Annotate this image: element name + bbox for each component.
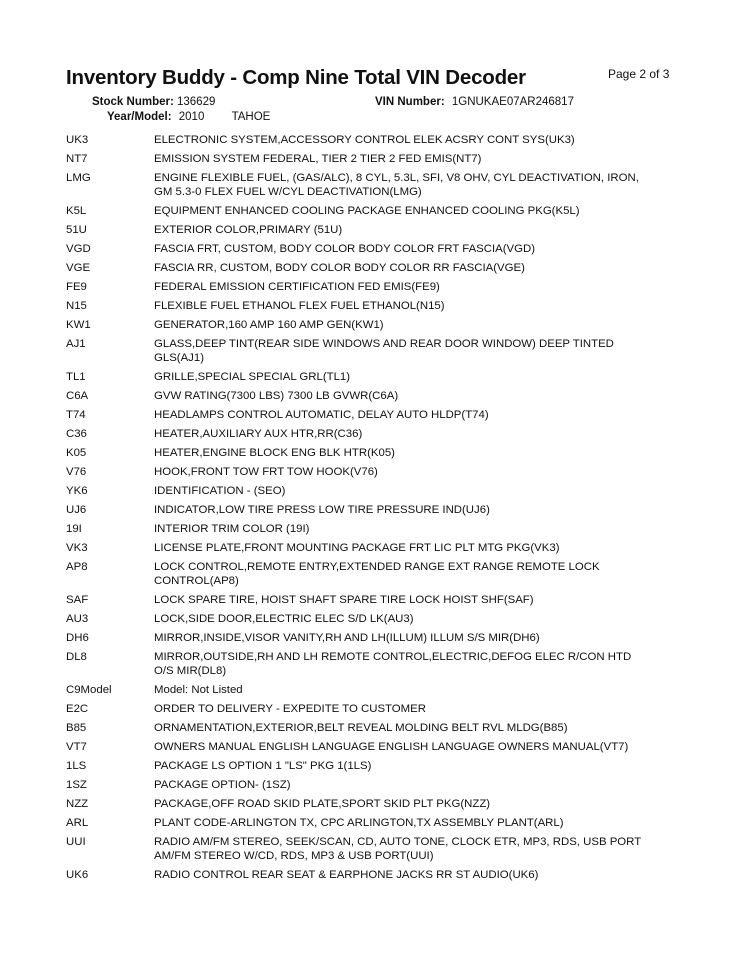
option-code: SAF bbox=[66, 594, 89, 606]
option-code: C36 bbox=[66, 428, 87, 440]
vin-number-value: 1GNUKAE07AR246817 bbox=[451, 96, 574, 108]
option-row bbox=[66, 318, 686, 332]
option-description: ENGINE FLEXIBLE FUEL, (GAS/ALC), 8 CYL, 5.3L, SFI, V8 OHV, CYL DEACTIVATION, IRON, GM 5.3-0 FLEX FUEL W/CYL DEACTIVATION(LMG) bbox=[154, 172, 639, 198]
option-description: EXTERIOR COLOR,PRIMARY (51U) bbox=[154, 224, 343, 236]
option-code: AP8 bbox=[66, 561, 88, 573]
page-title: Inventory Buddy - Comp Nine Total VIN Decoder bbox=[66, 66, 526, 89]
option-description: GVW RATING(7300 LBS) 7300 LB GVWR(C6A) bbox=[154, 390, 399, 402]
option-row bbox=[66, 650, 686, 678]
option-description: PACKAGE OPTION- (1SZ) bbox=[154, 779, 291, 791]
option-row bbox=[66, 702, 686, 716]
option-code: UJ6 bbox=[66, 504, 87, 516]
option-row bbox=[66, 133, 686, 147]
option-description: ELECTRONIC SYSTEM,ACCESSORY CONTROL ELEK ACSRY CONT SYS(UK3) bbox=[154, 134, 575, 146]
option-row bbox=[66, 816, 686, 830]
option-row bbox=[66, 370, 686, 384]
option-row bbox=[66, 593, 686, 607]
option-code: UUI bbox=[66, 836, 86, 848]
option-code: TL1 bbox=[66, 371, 86, 383]
option-row bbox=[66, 503, 686, 517]
option-description: HEADLAMPS CONTROL AUTOMATIC, DELAY AUTO HLDP(T74) bbox=[154, 409, 489, 421]
stock-number-label: Stock Number: bbox=[92, 96, 174, 108]
option-description: INTERIOR TRIM COLOR (19I) bbox=[154, 523, 310, 535]
option-row bbox=[66, 522, 686, 536]
option-description: FASCIA FRT, CUSTOM, BODY COLOR BODY COLOR FRT FASCIA(VGD) bbox=[154, 243, 536, 255]
option-code: N15 bbox=[66, 300, 87, 312]
option-code: C9Model bbox=[66, 684, 112, 696]
option-row bbox=[66, 560, 686, 588]
option-code: VK3 bbox=[66, 542, 88, 554]
vin-number bbox=[375, 96, 574, 108]
option-code: DL8 bbox=[66, 651, 87, 663]
option-code: VGE bbox=[66, 262, 91, 274]
option-row bbox=[66, 427, 686, 441]
option-row bbox=[66, 242, 686, 256]
option-description: IDENTIFICATION - (SEO) bbox=[154, 485, 286, 497]
option-description: GLASS,DEEP TINT(REAR SIDE WINDOWS AND REAR DOOR WINDOW) DEEP TINTED GLS(AJ1) bbox=[154, 338, 614, 364]
option-description: HOOK,FRONT TOW FRT TOW HOOK(V76) bbox=[154, 466, 378, 478]
option-code: DH6 bbox=[66, 632, 89, 644]
option-row bbox=[66, 223, 686, 237]
option-code: YK6 bbox=[66, 485, 88, 497]
option-row bbox=[66, 152, 686, 166]
option-description: LOCK CONTROL,REMOTE ENTRY,EXTENDED RANGE EXT RANGE REMOTE LOCK CONTROL(AP8) bbox=[154, 561, 600, 587]
stock-number-value: 136629 bbox=[177, 96, 216, 108]
option-description: LOCK,SIDE DOOR,ELECTRIC ELEC S/D LK(AU3) bbox=[154, 613, 414, 625]
option-row bbox=[66, 171, 686, 199]
option-code: KW1 bbox=[66, 319, 91, 331]
option-code: E2C bbox=[66, 703, 89, 715]
option-description: HEATER,AUXILIARY AUX HTR,RR(C36) bbox=[154, 428, 363, 440]
option-row bbox=[66, 446, 686, 460]
option-row bbox=[66, 465, 686, 479]
option-row bbox=[66, 797, 686, 811]
option-description: GENERATOR,160 AMP 160 AMP GEN(KW1) bbox=[154, 319, 384, 331]
page-number: Page 2 of 3 bbox=[608, 67, 670, 81]
option-code: VT7 bbox=[66, 741, 87, 753]
option-description: EMISSION SYSTEM FEDERAL, TIER 2 TIER 2 FED EMIS(NT7) bbox=[154, 153, 482, 165]
option-row bbox=[66, 261, 686, 275]
vin-number-label: VIN Number: bbox=[375, 96, 445, 108]
option-row bbox=[66, 631, 686, 645]
option-row bbox=[66, 868, 686, 882]
option-row bbox=[66, 337, 686, 365]
option-row bbox=[66, 299, 686, 313]
option-code: UK6 bbox=[66, 869, 89, 881]
option-code: 19I bbox=[66, 523, 82, 535]
option-description: HEATER,ENGINE BLOCK ENG BLK HTR(K05) bbox=[154, 447, 395, 459]
option-code: C6A bbox=[66, 390, 89, 402]
option-code: NZZ bbox=[66, 798, 89, 810]
year-model-label: Year/Model: bbox=[107, 111, 172, 123]
option-description: OWNERS MANUAL ENGLISH LANGUAGE ENGLISH LANGUAGE OWNERS MANUAL(VT7) bbox=[154, 741, 629, 753]
option-row bbox=[66, 721, 686, 735]
option-row bbox=[66, 740, 686, 754]
option-description: FLEXIBLE FUEL ETHANOL FLEX FUEL ETHANOL(N15) bbox=[154, 300, 445, 312]
option-description: LOCK SPARE TIRE, HOIST SHAFT SPARE TIRE LOCK HOIST SHF(SAF) bbox=[154, 594, 534, 606]
option-code: NT7 bbox=[66, 153, 88, 165]
option-description: RADIO CONTROL REAR SEAT & EARPHONE JACKS RR ST AUDIO(UK6) bbox=[154, 869, 539, 881]
option-code: AU3 bbox=[66, 613, 89, 625]
option-code: VGD bbox=[66, 243, 91, 255]
option-description: INDICATOR,LOW TIRE PRESS LOW TIRE PRESSURE IND(UJ6) bbox=[154, 504, 490, 516]
option-description: ORNAMENTATION,EXTERIOR,BELT REVEAL MOLDING BELT RVL MLDG(B85) bbox=[154, 722, 568, 734]
option-row bbox=[66, 683, 686, 697]
option-description: LICENSE PLATE,FRONT MOUNTING PACKAGE FRT LIC PLT MTG PKG(VK3) bbox=[154, 542, 560, 554]
option-description: PACKAGE LS OPTION 1 "LS" PKG 1(1LS) bbox=[154, 760, 372, 772]
option-description: ORDER TO DELIVERY - EXPEDITE TO CUSTOMER bbox=[154, 703, 426, 715]
option-code: B85 bbox=[66, 722, 87, 734]
option-code-list bbox=[66, 133, 686, 887]
option-code: 1SZ bbox=[66, 779, 87, 791]
stock-number bbox=[92, 96, 215, 108]
year-value: 2010 bbox=[178, 111, 205, 123]
option-description: PLANT CODE-ARLINGTON TX, CPC ARLINGTON,TX ASSEMBLY PLANT(ARL) bbox=[154, 817, 564, 829]
option-description: RADIO AM/FM STEREO, SEEK/SCAN, CD, AUTO TONE, CLOCK ETR, MP3, RDS, USB PORT AM/FM STEREO W/CD, RDS, MP3 & USB PORT(UUI) bbox=[154, 836, 642, 862]
option-row bbox=[66, 408, 686, 422]
option-description: MIRROR,INSIDE,VISOR VANITY,RH AND LH(ILLUM) ILLUM S/S MIR(DH6) bbox=[154, 632, 540, 644]
option-description: Model: Not Listed bbox=[154, 684, 243, 696]
option-row bbox=[66, 612, 686, 626]
option-row bbox=[66, 389, 686, 403]
option-code: 1LS bbox=[66, 760, 87, 772]
option-row bbox=[66, 280, 686, 294]
option-code: 51U bbox=[66, 224, 87, 236]
option-description: FASCIA RR, CUSTOM, BODY COLOR BODY COLOR RR FASCIA(VGE) bbox=[154, 262, 525, 274]
option-code: T74 bbox=[66, 409, 86, 421]
option-description: GRILLE,SPECIAL SPECIAL GRL(TL1) bbox=[154, 371, 351, 383]
model-value: TAHOE bbox=[231, 111, 271, 123]
option-row bbox=[66, 778, 686, 792]
option-row bbox=[66, 835, 686, 863]
option-code: LMG bbox=[66, 172, 91, 184]
option-code: AJ1 bbox=[66, 338, 86, 350]
option-code: FE9 bbox=[66, 281, 87, 293]
option-description: MIRROR,OUTSIDE,RH AND LH REMOTE CONTROL,ELECTRIC,DEFOG ELEC R/CON HTD O/S MIR(DL8) bbox=[154, 651, 632, 677]
option-description: EQUIPMENT ENHANCED COOLING PACKAGE ENHANCED COOLING PKG(K5L) bbox=[154, 205, 580, 217]
option-row bbox=[66, 759, 686, 773]
option-code: V76 bbox=[66, 466, 87, 478]
option-description: FEDERAL EMISSION CERTIFICATION FED EMIS(FE9) bbox=[154, 281, 440, 293]
option-row bbox=[66, 541, 686, 555]
option-row bbox=[66, 484, 686, 498]
option-code: UK3 bbox=[66, 134, 89, 146]
year-model bbox=[107, 111, 270, 123]
option-description: PACKAGE,OFF ROAD SKID PLATE,SPORT SKID PLT PKG(NZZ) bbox=[154, 798, 491, 810]
option-code: K5L bbox=[66, 205, 87, 217]
option-code: K05 bbox=[66, 447, 87, 459]
option-row bbox=[66, 204, 686, 218]
option-code: ARL bbox=[66, 817, 89, 829]
